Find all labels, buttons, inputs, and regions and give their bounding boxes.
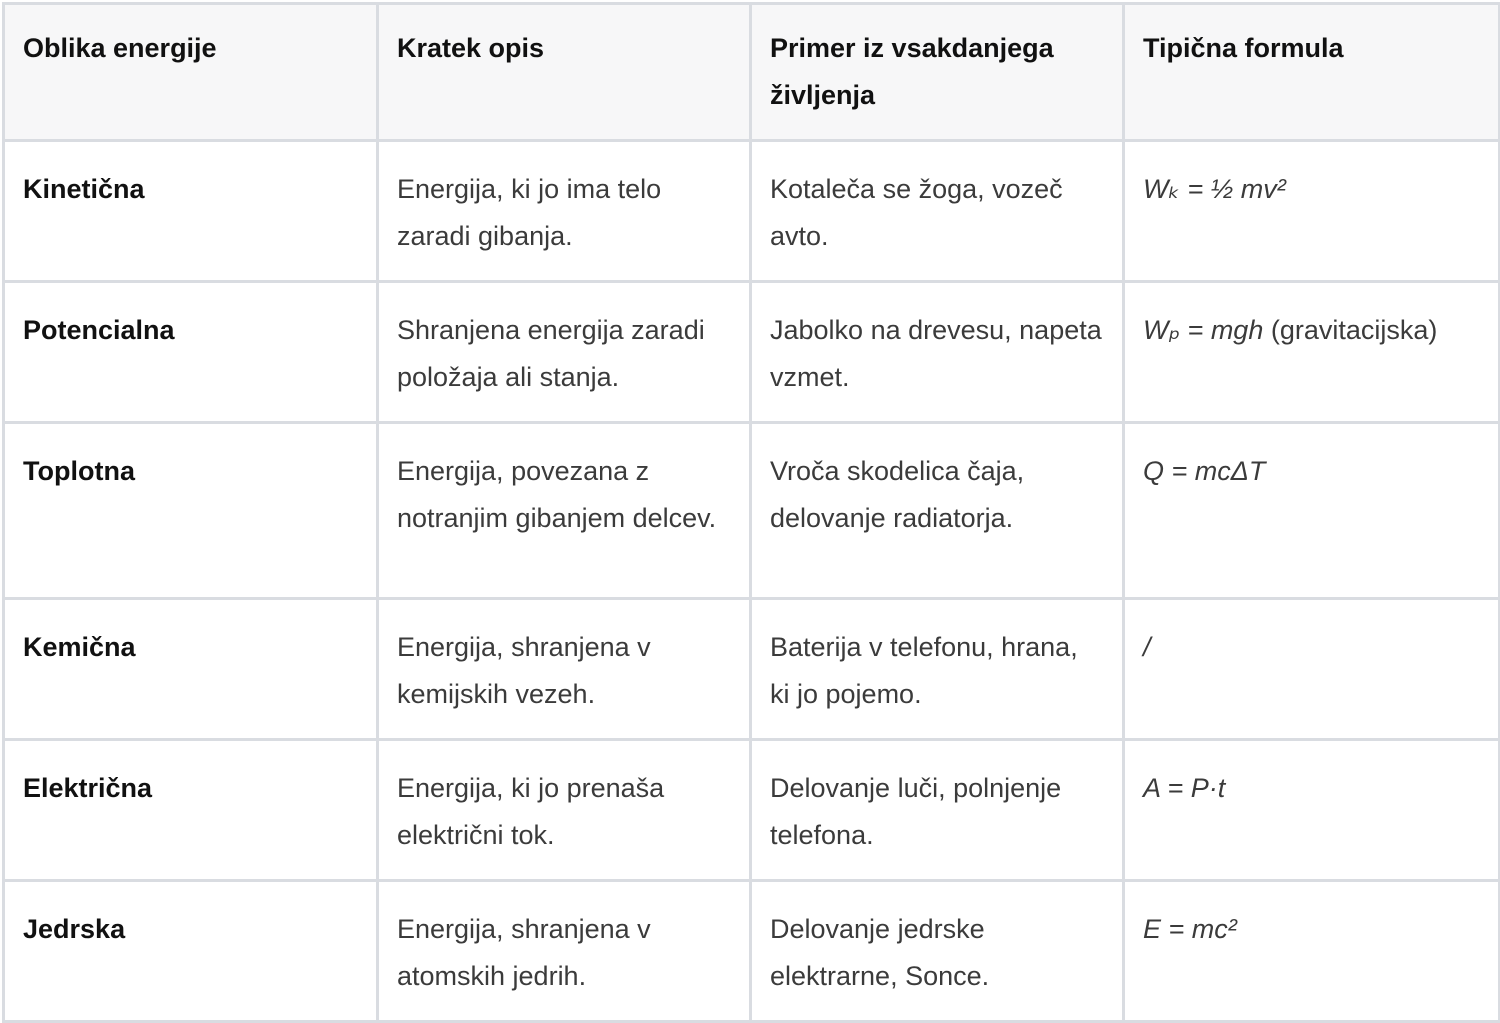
table-row [4, 423, 1500, 599]
energy-description: Energija, povezana z notranjim gibanjem delcev. [378, 423, 751, 599]
energy-description: Energija, shranjena v kemijskih vezeh. [378, 599, 751, 740]
energy-formula: Q = mcΔT [1143, 456, 1266, 486]
header-description: Kratek opis [378, 4, 751, 141]
energy-example: Vroča skodelica čaja, delovanje radiatorja. [751, 423, 1124, 599]
energy-example: Jabolko na drevesu, napeta vzmet. [751, 282, 1124, 423]
energy-example: Kotaleča se žoga, vozeč avto. [751, 141, 1124, 282]
energy-formula-cell [1124, 282, 1500, 423]
energy-name: Jedrska [4, 881, 378, 1022]
energy-name: Kemična [4, 599, 378, 740]
energy-formula: Wₚ = mgh [1143, 315, 1264, 345]
energy-example: Baterija v telefonu, hrana, ki jo pojemo. [751, 599, 1124, 740]
energy-formula-cell [1124, 423, 1500, 599]
header-energy-form: Oblika energije [4, 4, 378, 141]
energy-formula-cell [1124, 740, 1500, 881]
energy-description: Energija, ki jo ima telo zaradi gibanja. [378, 141, 751, 282]
energy-formula: E = mc² [1143, 914, 1237, 944]
table-row [4, 740, 1500, 881]
energy-name: Kinetična [4, 141, 378, 282]
table-row [4, 599, 1500, 740]
table-row [4, 141, 1500, 282]
header-row [4, 4, 1500, 141]
energy-name: Električna [4, 740, 378, 881]
energy-description: Shranjena energija zaradi položaja ali stanja. [378, 282, 751, 423]
energy-example: Delovanje luči, polnjenje telefona. [751, 740, 1124, 881]
energy-example: Delovanje jedrske elektrarne, Sonce. [751, 881, 1124, 1022]
energy-description: Energija, shranjena v atomskih jedrih. [378, 881, 751, 1022]
header-formula: Tipična formula [1124, 4, 1500, 141]
energy-name: Toplotna [4, 423, 378, 599]
energy-formula-cell [1124, 141, 1500, 282]
table-row [4, 881, 1500, 1022]
table-header [4, 4, 1500, 141]
energy-formula-cell [1124, 881, 1500, 1022]
energy-name: Potencialna [4, 282, 378, 423]
table-body [4, 141, 1500, 1022]
energy-description: Energija, ki jo prenaša električni tok. [378, 740, 751, 881]
energy-formula: / [1143, 632, 1151, 662]
energy-formula-note: (gravitacijska) [1270, 315, 1438, 345]
header-example: Primer iz vsakdanjega življenja [751, 4, 1124, 141]
energy-formula: Wₖ = ½ mv² [1143, 174, 1286, 204]
energy-formula-cell [1124, 599, 1500, 740]
table-row [4, 282, 1500, 423]
energy-forms-table [2, 2, 1500, 1023]
energy-formula: A = P·t [1143, 773, 1226, 803]
